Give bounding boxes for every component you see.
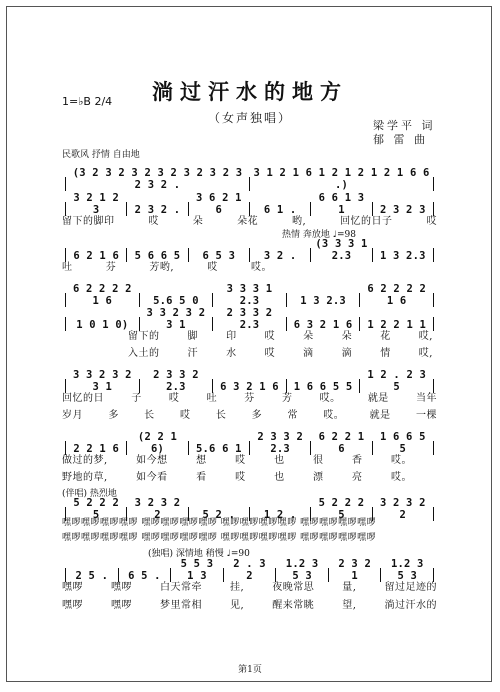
notation-row-1 <box>62 167 437 191</box>
notation-row-4 <box>62 283 437 307</box>
measure: (3 2 3 2 3 2 3 2 3 2 3 2 3 2 3 2 . <box>72 167 243 191</box>
measure: 6 6 1 3 1 <box>318 192 365 216</box>
lyric-line-4: 入土的 汗 水 哎 滴 滴 情 哎, <box>128 348 433 359</box>
measure: 1 3 2.3 <box>379 250 426 262</box>
measure: 5 5 3 1 3 <box>180 558 214 582</box>
measure: 1 2 . <box>263 509 297 521</box>
measure: 5 2 2 2 5 <box>318 497 365 521</box>
measure: 2 2 1 6 <box>73 443 119 455</box>
lyric-line-2: 吐 芬 芳哟, 哎 哎。 <box>62 262 272 273</box>
measure: 5.6 5 0 <box>153 295 199 307</box>
measure: 1 3 2.3 <box>300 295 346 307</box>
measure: 6 1 . <box>263 204 297 216</box>
measure: 5 2 2 2 5 <box>73 497 119 521</box>
lyric-line-3: 留下的 脚 印 哎 朵 朵 花 哎, <box>128 331 433 342</box>
measure: 2 3 3 2 2.3 <box>153 369 199 393</box>
chorus-lyrics-2: 嘿啰嘿啰嘿啰嘿啰 嘿啰嘿啰嘿啰嘿啰 嘿啰嘿啰嘿啰嘿啰 嘿啰嘿啰嘿啰嘿啰 <box>62 533 377 543</box>
measure: 2 . 3 2 <box>233 558 266 582</box>
song-title: 淌过汗水的地方 <box>152 79 348 104</box>
measure: 2 3 2 . <box>134 204 181 216</box>
measure: 6 2 1 6 <box>73 250 119 262</box>
measure: 2 3 3 2 2.3 <box>257 431 303 455</box>
measure: 3 6 2 1 6 <box>195 192 242 216</box>
lyric-line-6: 岁月 多 长 哎 长 多 常 哎。 就是 一棵 <box>62 410 437 421</box>
measure: 6 5 3 <box>202 250 236 262</box>
measure: 6 3 2 1 6 <box>220 381 279 393</box>
measure: 6 2 2 2 2 1 6 <box>72 283 132 307</box>
measure: (3 3 3 1 2.3 <box>315 238 368 262</box>
lyric-line-5: 回忆的日 子 哎 吐 芬 芳 哎。 就是 当年 <box>62 393 437 404</box>
lyric-line-10: 嘿啰 嘿啰 梦里常相 见, 醒来常眺 望, 淌过汗水的 <box>62 600 437 611</box>
measure: 3 3 2 3 2 3 1 <box>72 369 132 393</box>
chorus-lyrics-1: 嘿啰嘿啰嘿啰嘿啰 嘿啰嘿啰嘿啰嘿啰 嘿啰嘿啰嘿啰嘿啰 嘿啰嘿啰嘿啰嘿啰 <box>62 518 377 528</box>
measure: 2 5 . <box>75 570 109 582</box>
measure: 3 1 2 1 6 1 2 1 2 1 2 1 6 6 .) <box>253 167 430 191</box>
measure: 5.6 6 1 <box>195 443 242 455</box>
measure: 3 2 1 2 3 <box>73 192 119 216</box>
lyric-line-8: 野地的草, 如今看 看 哎 也 漂 亮 哎。 <box>62 472 412 483</box>
measure: 1 2 2 1 1 <box>367 319 427 331</box>
measure: 5 6 6 5 <box>134 250 181 262</box>
measure: 3 3 3 1 2.3 <box>226 283 273 307</box>
lyric-line-9: 嘿啰 嘿啰 白天常牵 挂, 夜晚常思 量, 留过足迹的 <box>62 582 437 593</box>
chorus-mark: (伴唱) 热烈地 <box>62 489 117 499</box>
measure: 1 6 6 5 5 <box>379 431 426 455</box>
tempo-mark-2: (独唱) 深情地 稍慢 ♩=90 <box>148 549 250 559</box>
measure: 3 3 2 3 2 3 1 <box>146 307 206 331</box>
measure: 6 5 . <box>128 570 161 582</box>
measure: 3 2 3 2 2 <box>134 497 181 521</box>
composer: 郁 雷 曲 <box>373 133 428 146</box>
key-signature: 1=♭B 2/4 <box>62 95 113 108</box>
measure: 6 2 2 1 6 <box>318 431 365 455</box>
lyric-line-1: 留下的脚印 哎 朵 朵花 哟, 回忆的日子 哎 <box>62 216 437 227</box>
expression-mark: 民歌风 抒情 自由地 <box>62 150 140 160</box>
measure: 1 6 6 5 5 <box>293 381 353 393</box>
lyric-line-7: 做过的梦, 如今想 想 哎 也 很 香 哎。 <box>62 455 412 466</box>
measure: (2 2 1 6) <box>137 431 178 455</box>
measure: 6 2 2 2 2 1 6 <box>367 283 427 307</box>
measure: 3 2 3 2 2 <box>379 497 426 521</box>
page-number: 第1页 <box>238 665 262 675</box>
measure: 2 3 2 3 <box>379 204 426 216</box>
measure: 2 3 2 1 <box>338 558 371 582</box>
measure: 5 2 . <box>202 509 236 521</box>
song-subtitle: （女声独唱） <box>207 111 292 125</box>
measure: 6 3 2 1 6 <box>293 319 353 331</box>
measure: 1.2 3 5 3 <box>285 558 319 582</box>
lyricist: 梁学平 词 <box>373 119 436 132</box>
measure: 2 3 3 2 2.3 <box>226 307 273 331</box>
measure: 1 2 . 2 3 5 <box>367 369 427 393</box>
measure: 1.2 3 5 3 <box>390 558 424 582</box>
measure: 3 2 . <box>263 250 297 262</box>
measure: 1 0 1 0) <box>76 319 129 331</box>
tempo-mark-1: 热情 奔放地 ♩=98 <box>282 230 356 240</box>
